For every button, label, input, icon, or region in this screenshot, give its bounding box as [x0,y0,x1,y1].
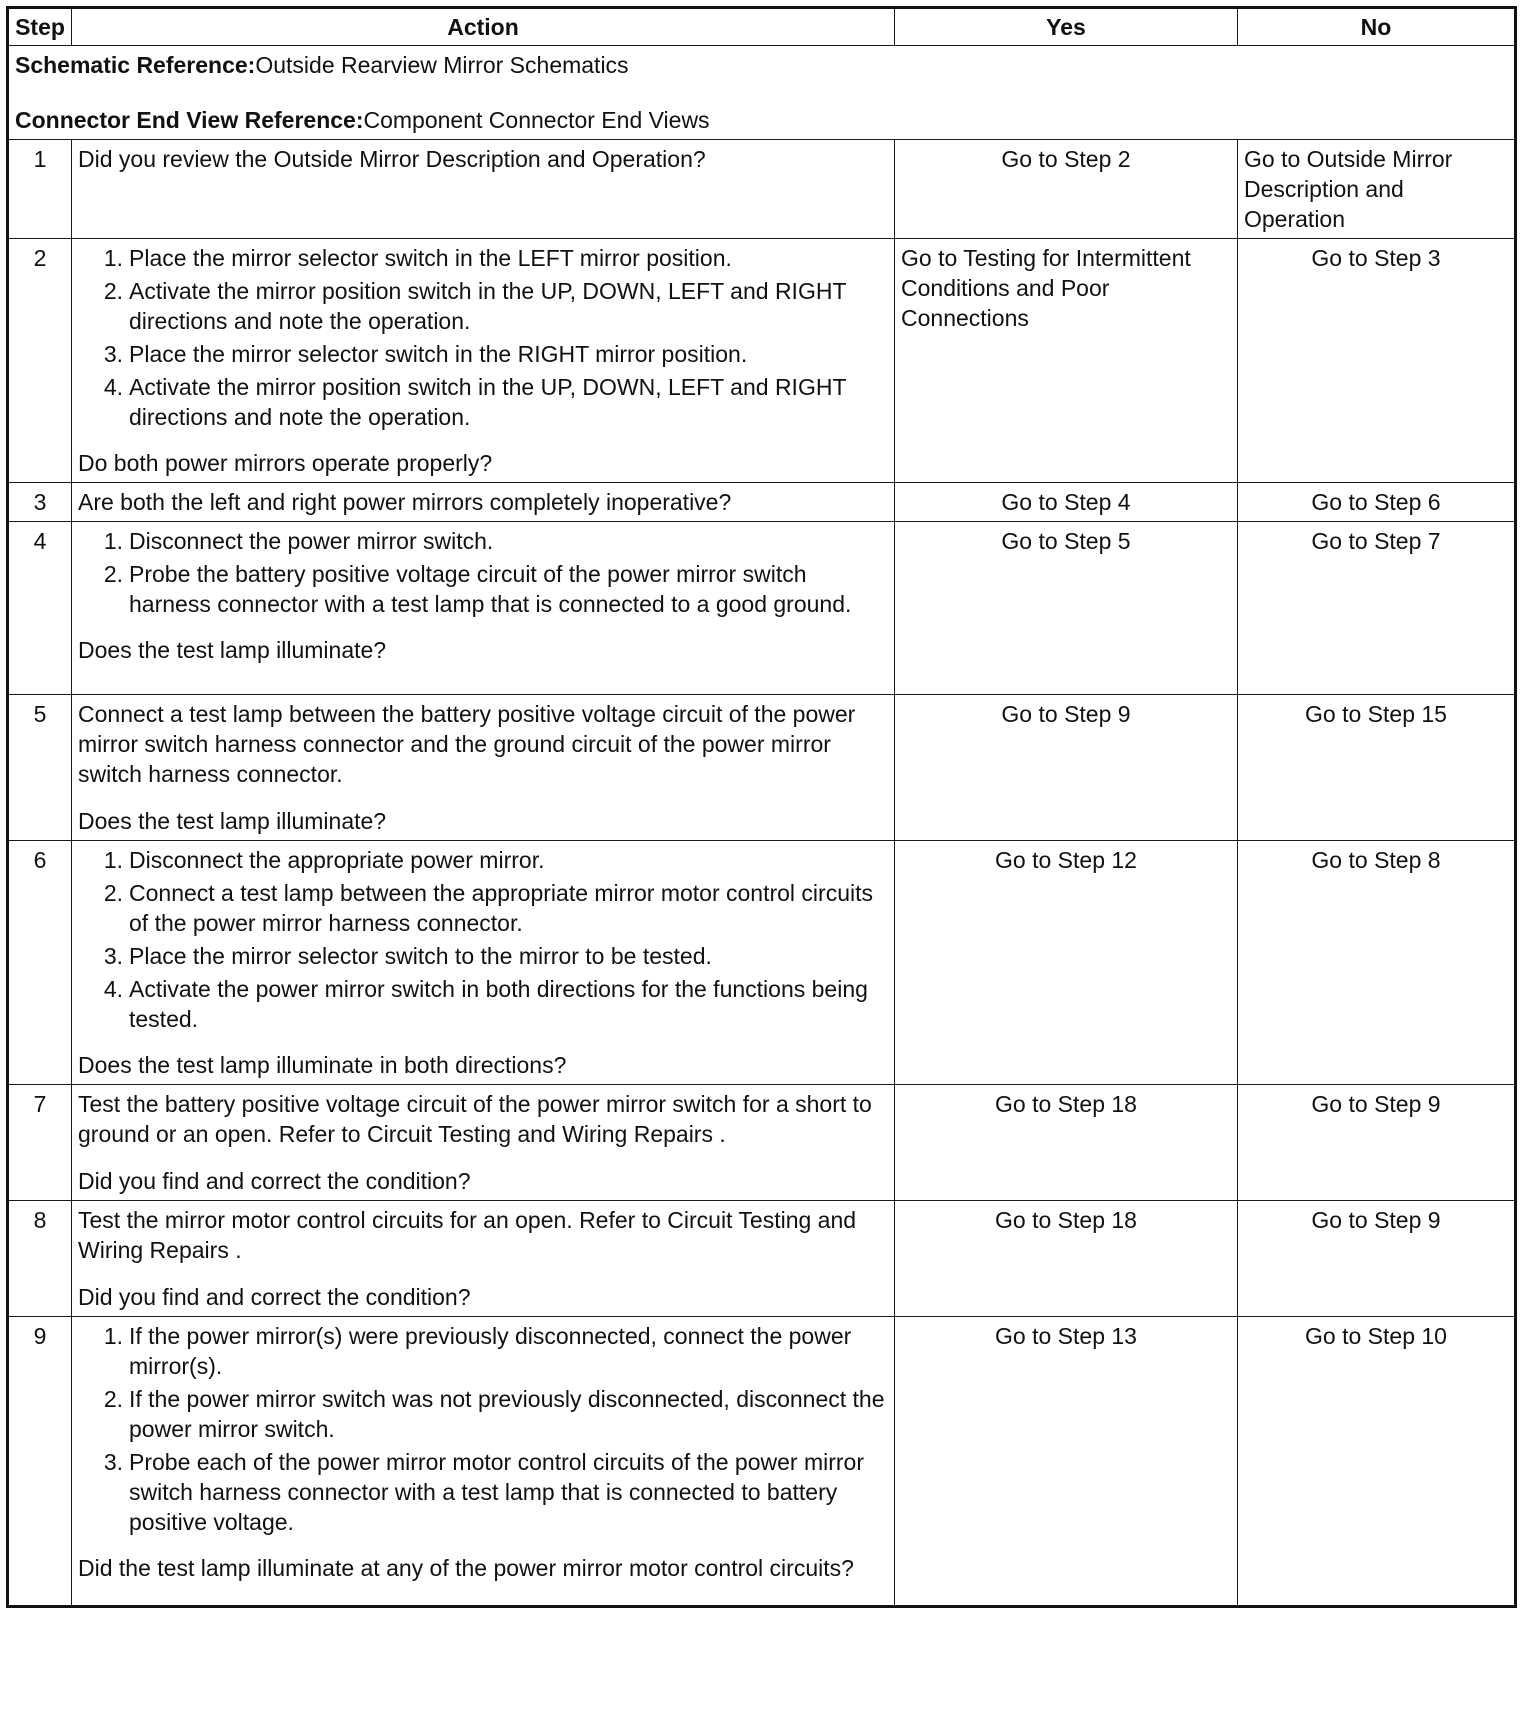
yes-cell: Go to Step 13 [895,1317,1238,1607]
yes-cell: Go to Step 9 [895,695,1238,841]
action-text: Connect a test lamp between the battery positive voltage circuit of the power mirror switch harness connector and the ground circuit of the power mirror switch harness connector. [78,701,856,787]
reference-row [8,46,1516,140]
step-number: 9 [8,1317,72,1607]
substep-text: Connect a test lamp between the appropriate mirror motor control circuits of the power mirror harness connector. [129,880,873,936]
diagnostic-document [6,6,1514,1608]
substep-number: 1. [103,1323,123,1349]
table-row [8,1085,1516,1201]
substep-text: Place the mirror selector switch in the RIGHT mirror position. [129,341,748,367]
no-cell: Go to Step 15 [1238,695,1516,841]
table-row [8,239,1516,483]
substep-number: 4. [103,976,123,1002]
action-question: Did you find and correct the condition? [78,1284,471,1310]
list-item [103,941,888,971]
substep-list [78,845,888,1034]
substep-number: 3. [103,1449,123,1475]
substep-text: Activate the power mirror switch in both directions for the functions being tested. [129,976,868,1032]
step-number: 3 [8,483,72,522]
schematic-reference-value: Outside Rearview Mirror Schematics [255,52,629,78]
yes-cell: Go to Step 4 [895,483,1238,522]
substep-list [78,243,888,432]
yes-cell: Go to Testing for Intermittent Conditions and Poor Connections [895,239,1238,483]
list-item [103,276,888,336]
connector-reference [15,105,1508,135]
action-cell [72,695,895,841]
table-row [8,522,1516,695]
list-item [103,1321,888,1381]
substep-text: Activate the mirror position switch in the UP, DOWN, LEFT and RIGHT directions and note the operation. [129,278,847,334]
list-item [103,974,888,1034]
substep-list [78,1321,888,1537]
action-question: Do both power mirrors operate properly? [78,450,493,476]
yes-cell: Go to Step 12 [895,841,1238,1085]
reference-cell [8,46,1516,140]
list-item [103,1447,888,1537]
table-row [8,1201,1516,1317]
substep-text: Disconnect the appropriate power mirror. [129,847,545,873]
no-cell: Go to Outside Mirror Description and Operation [1238,140,1516,239]
action-cell [72,483,895,522]
action-question: Does the test lamp illuminate? [78,637,387,663]
list-item [103,339,888,369]
no-cell: Go to Step 7 [1238,522,1516,695]
yes-cell: Go to Step 18 [895,1085,1238,1201]
list-item [103,845,888,875]
action-cell [72,140,895,239]
step-number: 8 [8,1201,72,1317]
no-cell: Go to Step 9 [1238,1201,1516,1317]
substep-text: Disconnect the power mirror switch. [129,528,494,554]
substep-text: Probe the battery positive voltage circuit of the power mirror switch harness connector with a test lamp that is connected to a good ground. [129,561,852,617]
substep-text: If the power mirror switch was not previously disconnected, disconnect the power mirror switch. [129,1386,885,1442]
header-step: Step [8,8,72,46]
diagnostic-table [6,6,1517,1608]
step-number: 4 [8,522,72,695]
table-row [8,1317,1516,1607]
no-cell: Go to Step 3 [1238,239,1516,483]
yes-cell: Go to Step 5 [895,522,1238,695]
substep-list [78,526,888,619]
table-row [8,140,1516,239]
action-text: Are both the left and right power mirrors completely inoperative? [78,489,732,515]
header-action: Action [72,8,895,46]
substep-number: 2. [103,880,123,906]
substep-text: Place the mirror selector switch to the mirror to be tested. [129,943,712,969]
action-question: Did the test lamp illuminate at any of the power mirror motor control circuits? [78,1555,854,1581]
yes-cell: Go to Step 2 [895,140,1238,239]
list-item [103,526,888,556]
action-text: Test the mirror motor control circuits for an open. Refer to Circuit Testing and Wiring Repairs . [78,1207,857,1263]
list-item [103,559,888,619]
substep-text: Place the mirror selector switch in the LEFT mirror position. [129,245,732,271]
no-cell: Go to Step 8 [1238,841,1516,1085]
list-item [103,372,888,432]
substep-number: 1. [103,245,123,271]
step-number: 6 [8,841,72,1085]
substep-number: 4. [103,374,123,400]
substep-number: 2. [103,1386,123,1412]
header-no: No [1238,8,1516,46]
table-row [8,695,1516,841]
action-cell [72,841,895,1085]
substep-number: 2. [103,278,123,304]
table-row [8,483,1516,522]
step-number: 2 [8,239,72,483]
no-cell: Go to Step 10 [1238,1317,1516,1607]
action-question: Did you find and correct the condition? [78,1168,471,1194]
table-row [8,841,1516,1085]
table-header-row [8,8,1516,46]
list-item [103,878,888,938]
action-cell [72,1085,895,1201]
substep-text: Activate the mirror position switch in the UP, DOWN, LEFT and RIGHT directions and note the operation. [129,374,847,430]
step-number: 5 [8,695,72,841]
connector-reference-label: Connector End View Reference: [15,107,364,133]
step-number: 7 [8,1085,72,1201]
header-yes: Yes [895,8,1238,46]
action-question: Does the test lamp illuminate? [78,808,387,834]
substep-number: 1. [103,528,123,554]
substep-number: 3. [103,341,123,367]
action-question: Does the test lamp illuminate in both directions? [78,1052,567,1078]
schematic-reference [15,50,1508,80]
substep-text: If the power mirror(s) were previously disconnected, connect the power mirror(s). [129,1323,852,1379]
no-cell: Go to Step 9 [1238,1085,1516,1201]
action-cell [72,1317,895,1607]
action-text: Did you review the Outside Mirror Description and Operation? [78,146,706,172]
schematic-reference-label: Schematic Reference: [15,52,256,78]
list-item [103,243,888,273]
substep-number: 3. [103,943,123,969]
substep-number: 2. [103,561,123,587]
substep-text: Probe each of the power mirror motor control circuits of the power mirror switch harness connector with a test lamp that is connected to battery positive voltage. [129,1449,864,1535]
step-number: 1 [8,140,72,239]
yes-cell: Go to Step 18 [895,1201,1238,1317]
action-cell [72,522,895,695]
action-text: Test the battery positive voltage circuit of the power mirror switch for a short to ground or an open. Refer to Circuit Testing and Wiring Repairs . [78,1091,872,1147]
no-cell: Go to Step 6 [1238,483,1516,522]
action-cell [72,1201,895,1317]
action-cell [72,239,895,483]
list-item [103,1384,888,1444]
substep-number: 1. [103,847,123,873]
connector-reference-value: Component Connector End Views [363,107,710,133]
